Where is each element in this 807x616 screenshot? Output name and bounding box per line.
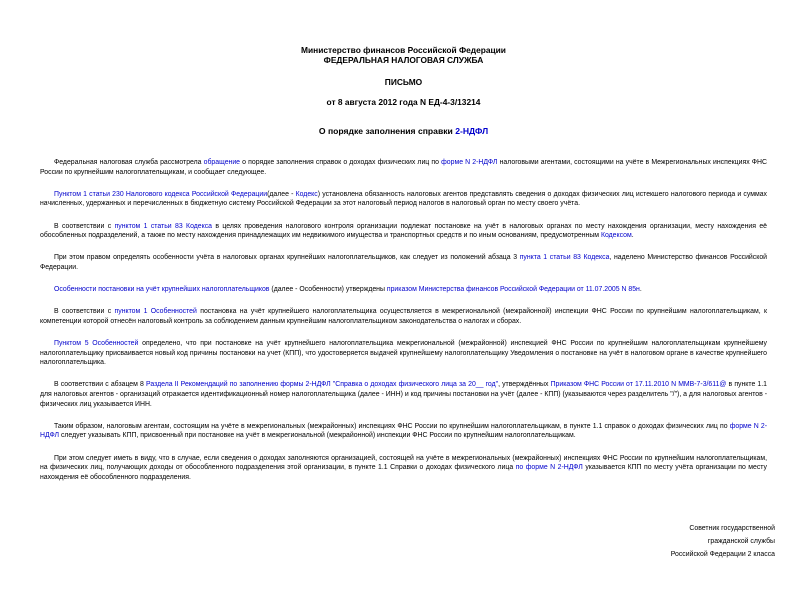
text: В соответствии с — [54, 308, 115, 316]
document-page — [0, 45, 807, 616]
link-article-83[interactable]: пункта 1 статьи 83 Кодекса — [519, 254, 610, 262]
text: . — [639, 286, 642, 294]
document-title — [40, 126, 767, 136]
link-code[interactable]: Кодекс — [295, 190, 318, 198]
text: ) установлена обязанность налоговых агентов представлять сведения о доходах физических лиц истекшего налогового периода и суммах начисленных, удержанных и перечисленных в бюджетную систему Российской Федерации за этот налоговый период налогов в налоговый орган по месту своего учёта. — [40, 190, 767, 208]
link-fns-order[interactable]: Приказом ФНС России от 17.11.2010 N ММВ-7-3/611@ — [550, 381, 727, 389]
signature-line-1: Советник государственной — [689, 525, 775, 532]
text: В соответствии с абзацем 8 — [54, 381, 146, 389]
paragraph-5 — [40, 285, 767, 295]
document-type: ПИСЬМО — [384, 77, 423, 87]
text: (далее - Особенности) утверждены — [269, 286, 387, 294]
paragraph-8 — [40, 380, 767, 409]
link-order-85n[interactable]: приказом Министерства финансов Российской Федерации от 11.07.2005 N 85н — [386, 286, 640, 294]
signature-block — [671, 522, 775, 561]
text: о порядке заполнения справок о доходах физических лиц по — [240, 159, 442, 166]
ministry-name: Министерство финансов Российской Федерации — [301, 45, 506, 55]
text: (далее - — [267, 190, 296, 198]
text: Федеральная налоговая служба рассмотрела — [54, 159, 204, 166]
text: следует указывать КПП, присвоенный при постановке на учёт в межрегиональной (межрайонной) инспекции ФНС России по крупнейшим налогоплательщикам. — [59, 432, 576, 440]
paragraph-7 — [40, 339, 767, 368]
text: , утверждённых — [498, 381, 551, 389]
text: В соответствии с — [54, 222, 115, 230]
text: постановка на учёт крупнейшего налогоплательщика осуществляется в межрегиональной (межрайонной) инспекции ФНС России по крупнейшим налогоплательщикам, к компетенции которой отнесён налоговый контроль за соблюдением данным крупнейшим налогоплательщиком законодательства о налогах и сборах. — [40, 308, 767, 325]
paragraph-10 — [40, 454, 767, 483]
text: в целях проведения налогового контроля организации подлежат постановке на учёт в налоговых органах по месту нахождения организации, месту нахождения её обособленных подразделений, а также по месту нахождения принадлежащих им недвижимого имущества и транспортных средств и по иным основаниям, предусмотренным — [40, 222, 767, 240]
paragraph-1 — [40, 158, 767, 177]
paragraph-3 — [40, 222, 767, 241]
text: указывается КПП по месту учёта организации по месту нахождения её обособленного подразделения. — [40, 464, 767, 481]
paragraph-4 — [40, 253, 767, 272]
document-date-number: от 8 августа 2012 года N ЕД-4-3/13214 — [326, 97, 481, 107]
text: . — [631, 232, 634, 240]
text: налоговыми агентами, состоящими на учёте в Межрегиональных инспекциях ФНС России по крупнейшим налогоплательщикам, и сообщает следующее. — [40, 159, 767, 176]
link-recommendations[interactable]: Раздела II Рекомендаций по заполнению формы 2-НДФЛ "Справка о доходах физического лица за 20__ год" — [145, 381, 499, 389]
link-features[interactable]: Особенности постановки на учёт крупнейших налогоплательщиков — [54, 286, 270, 294]
link-tax-code-article-230[interactable]: Пунктом 1 статьи 230 Налогового кодекса Российской Федерации — [54, 190, 268, 198]
paragraph-2 — [40, 190, 767, 209]
paragraph-6 — [40, 307, 767, 326]
link-form-2ndfl[interactable]: по форме N 2-НДФЛ — [515, 464, 583, 472]
text: Таким образом, налоговым агентам, состоящим на учёте в межрегиональных (межрайонных) инспекциях ФНС России по крупнейшим налогоплательщикам, в пункте 1.1 справок о доходах физических лиц по — [54, 422, 730, 430]
title-text: О порядке заполнения справки — [318, 126, 456, 136]
link-form-2ndfl[interactable]: форме N 2-НДФЛ — [40, 422, 767, 440]
text: При этом следует иметь в виду, что в случае, если сведения о доходах заполняются организацией, состоящей на учёте в межрегиональных (межрайонных) инспекциях ФНС России по крупнейшим налогоплательщикам, на физических лиц, получающих доходы от обособленного подразделения этой организации, в пункте 1.1 Справки о доходах физического лица — [40, 454, 767, 472]
link-article-83[interactable]: пунктом 1 статьи 83 Кодекса — [114, 222, 212, 230]
document-body — [40, 158, 767, 482]
title-link-2ndfl[interactable]: 2-НДФЛ — [455, 126, 489, 136]
text: , наделено Министерство финансов Российской Федерации. — [40, 254, 768, 271]
link-features-point-1[interactable]: пунктом 1 Особенностей — [114, 308, 197, 316]
link-features-point-5[interactable]: Пунктом 5 Особенностей — [54, 340, 139, 348]
link-code[interactable]: Кодексом — [600, 232, 632, 240]
link-appeal[interactable]: обращение — [203, 159, 241, 166]
signature-line-3: Российской Федерации 2 класса — [670, 551, 775, 558]
paragraph-9 — [40, 422, 767, 441]
link-form-2ndfl[interactable]: форме N 2-НДФЛ — [441, 159, 498, 166]
text: определено, что при постановке на учёт крупнейшего налогоплательщика межрегиональной (межрайонной) инспекцией ФНС России по крупнейшим налогоплательщикам крупнейшему налогоплательщику присваивается новый код причины постановки на учет (КПП), что удостоверяется выдачей крупнейшему налогоплательщику Уведомления о постановке на учёт в налоговом органе в качестве крупнейшего налогоплательщика. — [40, 340, 767, 367]
service-name: ФЕДЕРАЛЬНАЯ НАЛОГОВАЯ СЛУЖБА — [323, 55, 484, 65]
signature-line-2: гражданской службы — [707, 538, 775, 545]
text: При этом правом определять особенности учёта в налоговых органах крупнейших налогоплательщиков, как следует из положений абзаца 3 — [54, 254, 520, 262]
text: в пункте 1.1 для налоговых агентов - организаций отражается идентификационный номер налогоплательщика (далее - ИНН) и код причины постановки на учёт (далее - КПП) (указываются через разделитель "/"), а для налоговых агентов - физических лиц указывается ИНН. — [40, 381, 768, 408]
